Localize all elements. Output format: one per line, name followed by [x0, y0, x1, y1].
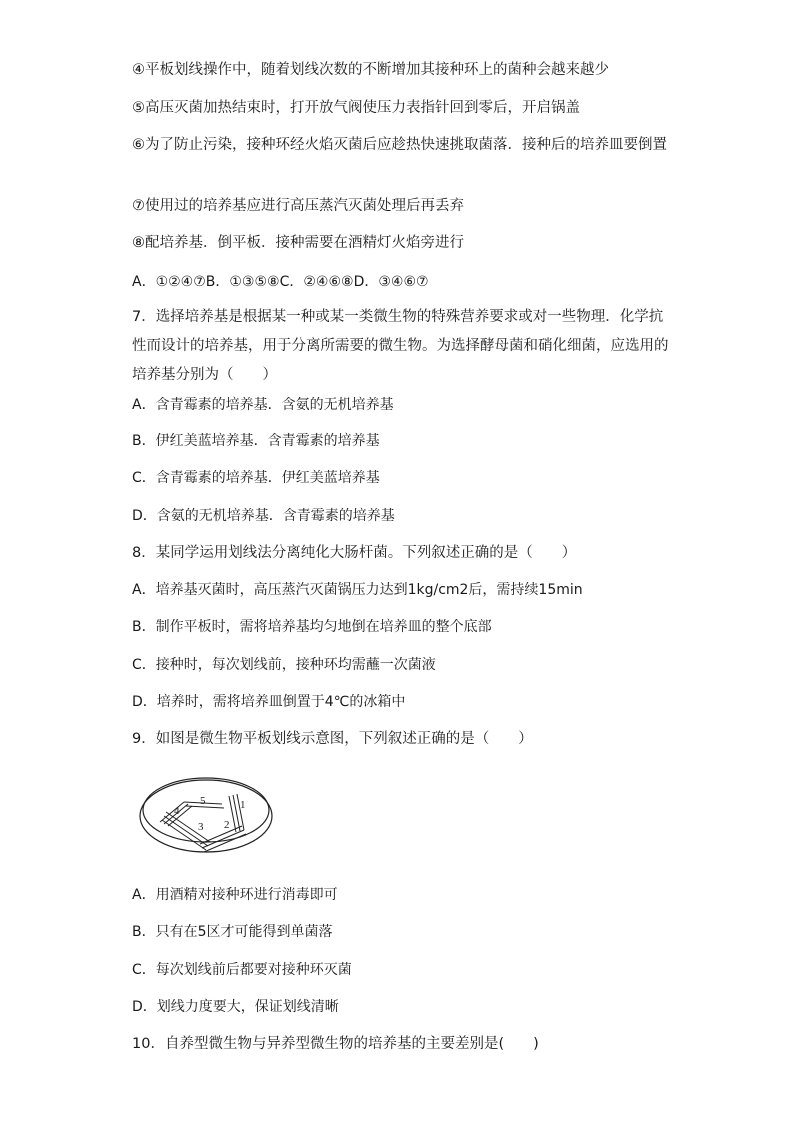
- q9-option-c: C．每次划线前后都要对接种环灭菌: [132, 962, 352, 978]
- q9-option-b: B．只有在5区才可能得到单菌落: [132, 924, 333, 940]
- zone-label-4: 4: [174, 805, 180, 817]
- q7-option-c: C．含青霉素的培养基．伊红美蓝培养基: [132, 470, 380, 486]
- q8-option-a: A．培养基灭菌时，高压蒸汽灭菌锅压力达到1kg/cm2后，需持续15min: [132, 582, 583, 598]
- statement-8: ⑧配培养基．倒平板．接种需要在酒精灯火焰旁进行: [132, 235, 464, 251]
- q7-option-a: A．含青霉素的培养基．含氨的无机培养基: [132, 397, 394, 413]
- q8-stem: 8．某同学运用划线法分离纯化大肠杆菌。下列叙述正确的是（ ）: [132, 545, 577, 561]
- q10-stem: 10．自养型微生物与异养型微生物的培养基的主要差别是( ): [132, 1036, 539, 1052]
- q8-option-d: D．培养时，需将培养皿倒置于4℃的冰箱中: [132, 694, 406, 710]
- statement-6: ⑥为了防止污染，接种环经火焰灭菌后应趁热快速挑取菌落．接种后的培养皿要倒置: [132, 137, 667, 153]
- q6-options: A．①②④⑦B．①③⑤⑧C．②④⑥⑧D．③④⑥⑦: [132, 274, 429, 290]
- zone-label-5: 5: [200, 795, 206, 807]
- statement-7: ⑦使用过的培养基应进行高压蒸汽灭菌处理后再丢弃: [132, 198, 464, 214]
- q9-option-a: A．用酒精对接种环进行消毒即可: [132, 887, 338, 903]
- zone-label-3: 3: [198, 821, 204, 833]
- streak-plate-figure: [136, 764, 276, 860]
- q7-stem: 7．选择培养基是根据某一种或某一类微生物的特殊营养要求或对一些物理．化学抗性而设计的培养基，用于分离所需要的微生物。为选择酵母菌和硝化细菌，应选用的培养基分别为（ ）: [132, 309, 669, 383]
- statement-5: ⑤高压灭菌加热结束时，打开放气阀使压力表指针回到零后，开启锅盖: [132, 100, 580, 116]
- zone-label-2: 2: [224, 819, 230, 831]
- statement-4: ④平板划线操作中，随着划线次数的不断增加其接种环上的菌种会越来越少: [132, 62, 609, 78]
- q7-option-d: D．含氨的无机培养基．含青霉素的培养基: [132, 508, 395, 524]
- q9-option-d: D．划线力度要大，保证划线清晰: [132, 999, 339, 1015]
- q7-option-b: B．伊红美蓝培养基．含青霉素的培养基: [132, 433, 380, 449]
- petri-dish-inner-rim: [143, 778, 269, 842]
- q9-stem: 9．如图是微生物平板划线示意图，下列叙述正确的是（ ）: [132, 731, 533, 747]
- q8-option-c: C．接种时，每次划线前，接种环均需蘸一次菌液: [132, 657, 436, 673]
- zone-label-1: 1: [240, 799, 246, 811]
- q8-option-b: B．制作平板时，需将培养基均匀地倒在培养皿的整个底部: [132, 619, 492, 635]
